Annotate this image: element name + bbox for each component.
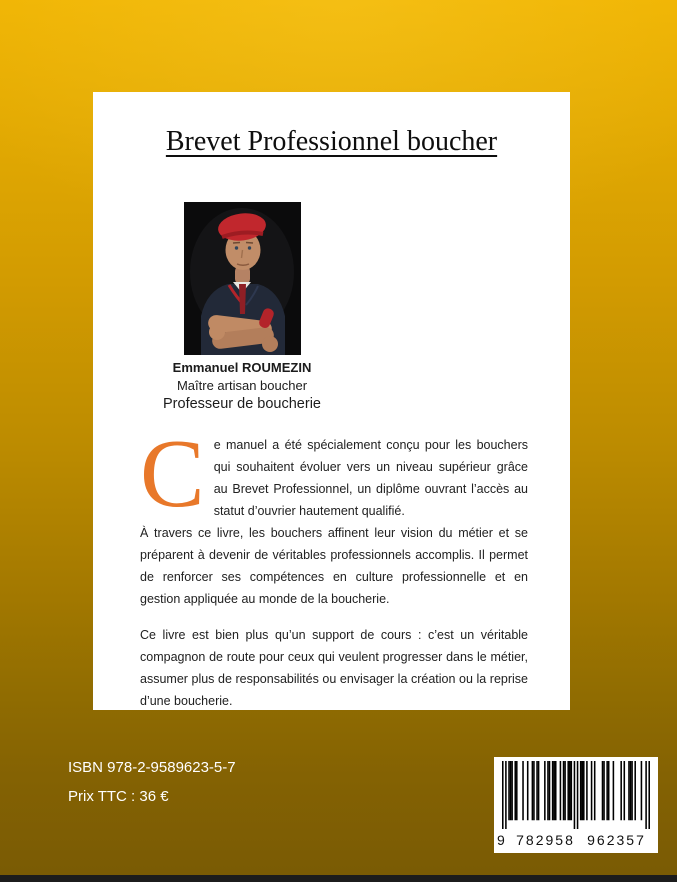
barcode-digit-group1: 782958 <box>516 832 575 848</box>
barcode-digit-group2: 962357 <box>587 832 646 848</box>
barcode-digit-first: 9 <box>497 832 505 848</box>
author-role-1: Maître artisan boucher <box>176 378 308 393</box>
author-caption <box>132 360 352 412</box>
paragraph-1-text: e manuel a été spécialement conçu pour les bouchers qui souhaitent évoluer vers un niveau supérieur grâce au Brevet Professionnel, un diplôme ouvrant l’accès au statut d’ouvrier hautement qualifié. <box>213 438 528 518</box>
paragraph-3: Ce livre est bien plus qu’un support de cours : c’est un véritable compagnon de route pour ceux qui veulent progresser dans le métier, assumer plus de responsabilités ou envisager la création ou la reprise d’une boucherie. <box>140 628 528 708</box>
bottom-black-strip <box>0 875 677 882</box>
author-name: Emmanuel ROUMEZIN <box>172 360 312 375</box>
tie <box>239 284 246 314</box>
book-title: Brevet Professionnel boucher <box>165 126 498 157</box>
barcode <box>494 757 658 853</box>
content-panel <box>93 92 570 710</box>
price-text: Prix TTC : 36 € <box>68 788 169 805</box>
drop-cap: C <box>140 420 205 527</box>
isbn-text: ISBN 978-2-9589623-5-7 <box>68 759 236 776</box>
author-portrait-illustration <box>184 202 301 355</box>
description-text <box>140 420 528 712</box>
author-photo <box>184 202 301 355</box>
barcode-bars <box>502 761 650 829</box>
paragraph-2: À travers ce livre, les bouchers affinent leur vision du métier et se préparent à devenir de véritables professionnels accomplis. Il permet de renforcer ses compétences en culture professionnelle et en gestion appliquée au monde de la boucherie. <box>140 526 528 606</box>
author-role-2: Professeur de boucherie <box>163 396 321 412</box>
barcode-digits <box>494 829 658 851</box>
paragraph-1 <box>140 420 528 527</box>
